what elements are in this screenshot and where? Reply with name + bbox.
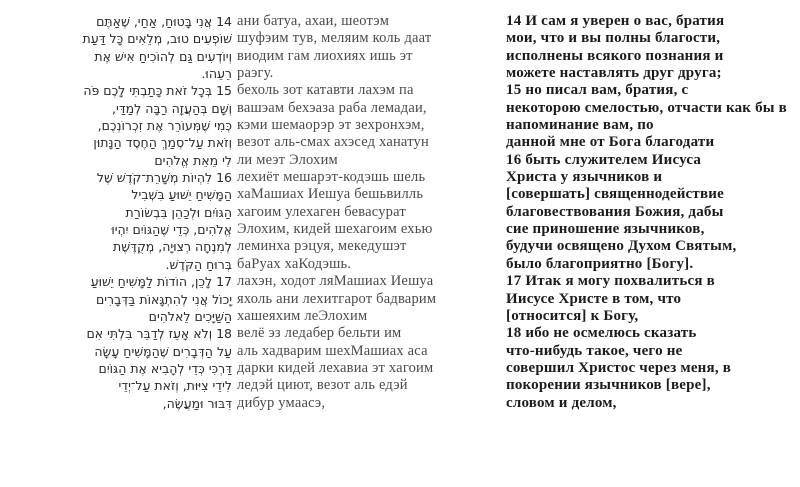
hebrew-line: שׁוֹפְעִים טוּב, מְלֵאִים כָּל דַּעַת: [82, 31, 232, 47]
transliteration-line: дарки кидей лехавиа эт хагоим: [237, 359, 434, 376]
transliteration-line: раэгу.: [237, 65, 274, 82]
transliteration-line: Элохим, кидей шехагоим ехью: [237, 221, 433, 238]
russian-line: 16 быть служителем Иисуса: [506, 151, 702, 168]
hebrew-line: הַגּוֹיִם וּלְכַהֵן בִּבְשׂוֹרַת: [125, 204, 232, 220]
russian-line: [совершать] священнодействие: [506, 186, 724, 203]
russian-line: будучи освящено Духом Святым,: [506, 238, 737, 255]
transliteration-line: вашэам бехэаза раба лемадаи,: [237, 99, 427, 116]
transliteration-line: лахэн, ходот ляМашиах Иешуа: [237, 273, 434, 290]
hebrew-line: רֵעֵהוּ.: [201, 66, 232, 82]
transliteration-line: хашеяхим леЭлохим: [237, 307, 368, 324]
hebrew-line: 16 לִהְיוֹת מְשָׁרֵת־קֹדֶשׁ שֶׁל: [96, 170, 232, 186]
hebrew-line: אֱלֹהִים, כְּדֵי שֶׁהַגּוֹיִם יִהְיוּ: [111, 222, 232, 238]
transliteration-text-column: [237, 13, 503, 412]
transliteration-line: аль хадварим шехМашиах аса: [237, 342, 428, 359]
hebrew-line: 17 לָכֵן, הוֹדוֹת לַמָּשִׁיחַ יֵשׁוּעַ: [90, 274, 232, 290]
russian-line: мои, что и вы полны благости,: [506, 30, 721, 47]
russian-line: словом и делом,: [506, 394, 617, 411]
transliteration-line: дибур умаасэ,: [237, 394, 326, 411]
russian-line: некоторою смелостью, отчасти как бы в: [506, 99, 787, 116]
hebrew-line: 18 וְלֹא אָעֵז לְדַבֵּר בִּלְתִּי אִם: [86, 326, 232, 342]
hebrew-line: לְמִנְחָה רְצוּיָה, מְקֻדֶּשֶׁת: [113, 239, 232, 255]
transliteration-line: баРуах хаКодэшь.: [237, 255, 352, 272]
russian-line: 14 И сам я уверен о вас, братия: [506, 13, 725, 29]
hebrew-line: הַשַּׁיָּכִים לֵאלֹהִים: [148, 308, 232, 324]
hebrew-line: עַל הַדְּבָרִים שֶׁהַמָּשִׁיחַ עָשָׂה: [94, 343, 232, 359]
russian-line: благовествования Божия, дабы: [506, 203, 724, 220]
hebrew-line: 14 אֲנִי בָּטוּחַ, אַחַי, שֶׁאַתֶּם: [96, 14, 232, 29]
russian-line: Иисусе Христе в том, что: [506, 290, 682, 307]
transliteration-line: хагоим улехаген бевасурат: [237, 203, 406, 220]
russian-line: совершил Христос через меня, в: [506, 359, 732, 376]
russian-line: данной мне от Бога благодати: [506, 134, 715, 151]
russian-line: [относится] к Богу,: [506, 307, 639, 324]
transliteration-line: кэми шемаорэр эт зехронхэм,: [237, 117, 425, 134]
russian-line: исполнены всякого познания и: [506, 47, 724, 64]
transliteration-line: виодим гам лиохиях ишь эт: [237, 47, 413, 64]
hebrew-line: וְיוֹדְעִים גַּם לְהוֹכִיחַ אִישׁ אֶת: [94, 48, 232, 64]
russian-line: 17 Итак я могу похвалиться в: [506, 273, 715, 290]
russian-line: можете наставлять друг друга;: [506, 65, 722, 82]
transliteration-line: лехиёт мешарэт-кодэшь шель: [237, 169, 426, 186]
transliteration-line: леминха рэцуя, мекедушэт: [237, 238, 407, 255]
transliteration-line: шуфэим тув, меляим коль даат: [237, 30, 432, 47]
hebrew-line: בְּרוּחַ הַקֹּדֶשׁ.: [165, 256, 232, 272]
hebrew-line: דִּבּוּר וּמַעֲשֶׂה,: [162, 395, 232, 411]
transliteration-line: яхоль ани лехитгарот бадварим: [237, 290, 437, 307]
hebrew-line: לִידֵי צִיּוּת, וְזֹאת עַל־יְדֵי: [118, 378, 232, 394]
russian-line: 18 ибо не осмелюсь сказать: [506, 325, 697, 342]
transliteration-line: хаМашиах Иешуа бешьвилль: [237, 186, 424, 203]
hebrew-line: לִי מֵאֵת אֱלֹהִים: [154, 152, 232, 168]
transliteration-line: везот аль-смах ахэсед ханатун: [237, 134, 429, 151]
russian-line: 15 но писал вам, братия, с: [506, 82, 689, 99]
hebrew-text-column: [0, 13, 232, 412]
hebrew-line: כְּמִי שֶׁמְּעוֹרֵר אֶת זִכְרוֹנְכֶם,: [97, 118, 232, 134]
transliteration-line: ли меэт Элохим: [237, 151, 338, 168]
transliteration-line: ани батуа, ахаи, шеотэм: [237, 13, 390, 29]
russian-line: сие приношение язычников,: [506, 221, 705, 238]
hebrew-line: דַּרְכִּי כְּדֵי לְהָבִיא אֶת הַגּוֹיִם: [98, 360, 232, 376]
hebrew-line: הַמָּשִׁיחַ יֵשׁוּעַ בִּשְׁבִיל: [131, 187, 232, 203]
russian-line: покорении язычников [вере],: [506, 377, 711, 394]
hebrew-line: 15 בְּכָל זֹאת כָּתַבְתִּי לָכֶם פֹּה: [83, 83, 232, 99]
russian-translation-column: [506, 13, 800, 412]
transliteration-line: ледэй циют, везот аль едэй: [237, 377, 408, 394]
hebrew-line: וְזֹאת עַל־סְמַךְ הַחֶסֶד הַנָּתוּן: [93, 135, 232, 151]
russian-line: напоминание вам, по: [506, 117, 654, 134]
transliteration-line: велё эз ледабер бельти им: [237, 325, 402, 342]
hebrew-line: וְשָׁם בְּהַעֲזָה רַבָּה לְמַדַּי,: [112, 100, 232, 116]
russian-line: Христа у язычников и: [506, 169, 663, 186]
hebrew-line: יָכוֹל אֲנִי לְהִתְגָּאוֹת בַּדְּבָרִים: [95, 291, 232, 307]
transliteration-line: бехоль зот катавти лахэм па: [237, 82, 414, 99]
russian-line: что-нибудь такое, чего не: [506, 342, 683, 359]
russian-line: было благоприятно [Богу].: [506, 255, 694, 272]
